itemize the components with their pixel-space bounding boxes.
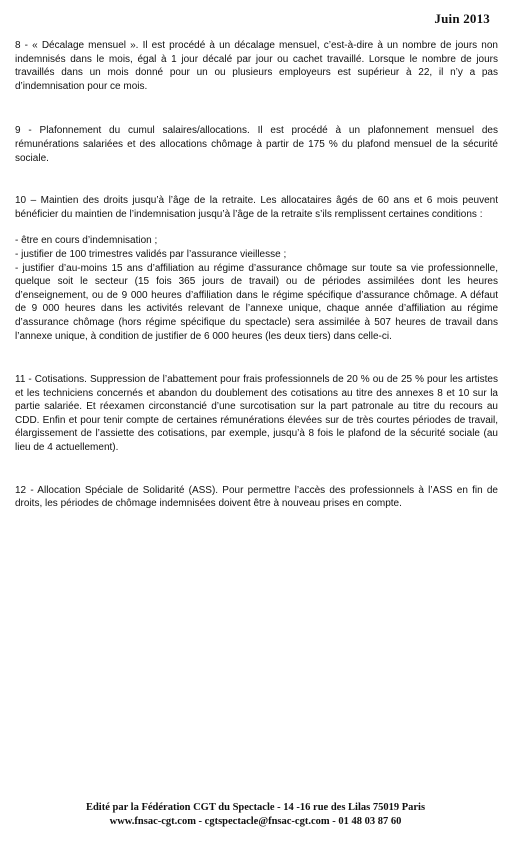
conditions-list (15, 234, 498, 343)
document-body (15, 39, 498, 511)
paragraph-12-allocation-solidarite: 12 - Allocation Spéciale de Solidarité (ASS). Pour permettre l’accès des professionnels à l’ASS en fin de droits, les périodes de chômage indemnisées doivent être à nouveau prises en compte. (15, 484, 498, 510)
paragraph-8-decalage-mensuel: 8 - « Décalage mensuel ». Il est procédé à un décalage mensuel, c’est-à-dire à un nombre de jours non indemnisés dans le mois, égal à 1 jour décalé par jour ou cachet travaillé. Lorsque le nombre de jours travaillés dans un mois donné pour un ou plusieurs employeurs est supérieur à 22, il n’y a pas d’indemnisation pour ce mois. (15, 40, 498, 92)
page-footer (0, 801, 511, 828)
paragraph-9-plafonnement: 9 - Plafonnement du cumul salaires/allocations. Il est procédé à un plafonnement mensuel des rémunérations salariées et des allocations chômage à partir de 175 % du plafond mensuel de la sécurité sociale. (15, 125, 498, 164)
paragraph-11-cotisations: 11 - Cotisations. Suppression de l’abattement pour frais professionnels de 20 % ou de 25 % pour les artistes et les techniciens concernés et abandon du doublement des cotisations au titre des annexes 8 et 10 sur la partie salariée. Et réexamen circonstancié d’une surcotisation sur la part patronale au titre du recours au CDD. Enfin et pour tenir compte de certaines rémunérations élevées sur de très courtes périodes de travail, élargissement de l’assiette des cotisations, par exemple, jusqu’à 8 fois le plafond de la sécurité sociale (au lieu de 4 actuellement). (15, 374, 498, 454)
footer-contact: www.fnsac-cgt.com - cgtspectacle@fnsac-cgt.com - 01 48 03 87 60 (109, 815, 402, 827)
footer-publisher: Edité par la Fédération CGT du Spectacle - 14 -16 rue des Lilas 75019 Paris (85, 802, 426, 813)
list-item: - justifier de 100 trimestres validés par l’assurance vieillesse ; (15, 248, 287, 260)
paragraph-10-maintien-des-droits: 10 – Maintien des droits jusqu’à l’âge de la retraite. Les allocataires âgés de 60 ans et 6 mois peuvent bénéficier du maintien de l’indemnisation jusqu’à l’âge de la retraite s’ils remplissent certaines conditions : (15, 195, 498, 220)
page-date: Juin 2013 (434, 11, 490, 26)
list-item: - être en cours d’indemnisation ; (15, 235, 158, 247)
list-item: - justifier d’au-moins 15 ans d’affiliation au régime d’assurance chômage sur toute sa vie professionnelle, quelque soit le secteur (15 fois 365 jours de travail) ou de périodes assimilées dont les heures d’enseignement, ou de 9 000 heures d’affiliation dans le régime spécifique d’assurance chômage. A défaut de 9 000 heures dans les activités relevant de l’annexe unique, chaque année d’affiliation au régime d’assurance chômage (hors régime spécifique du spectacle) sera assimilée à 507 heures de travail dans l’annexe unique, à condition de justifier de 6 000 heures (les deux tiers) dans celle-ci. (15, 262, 498, 342)
